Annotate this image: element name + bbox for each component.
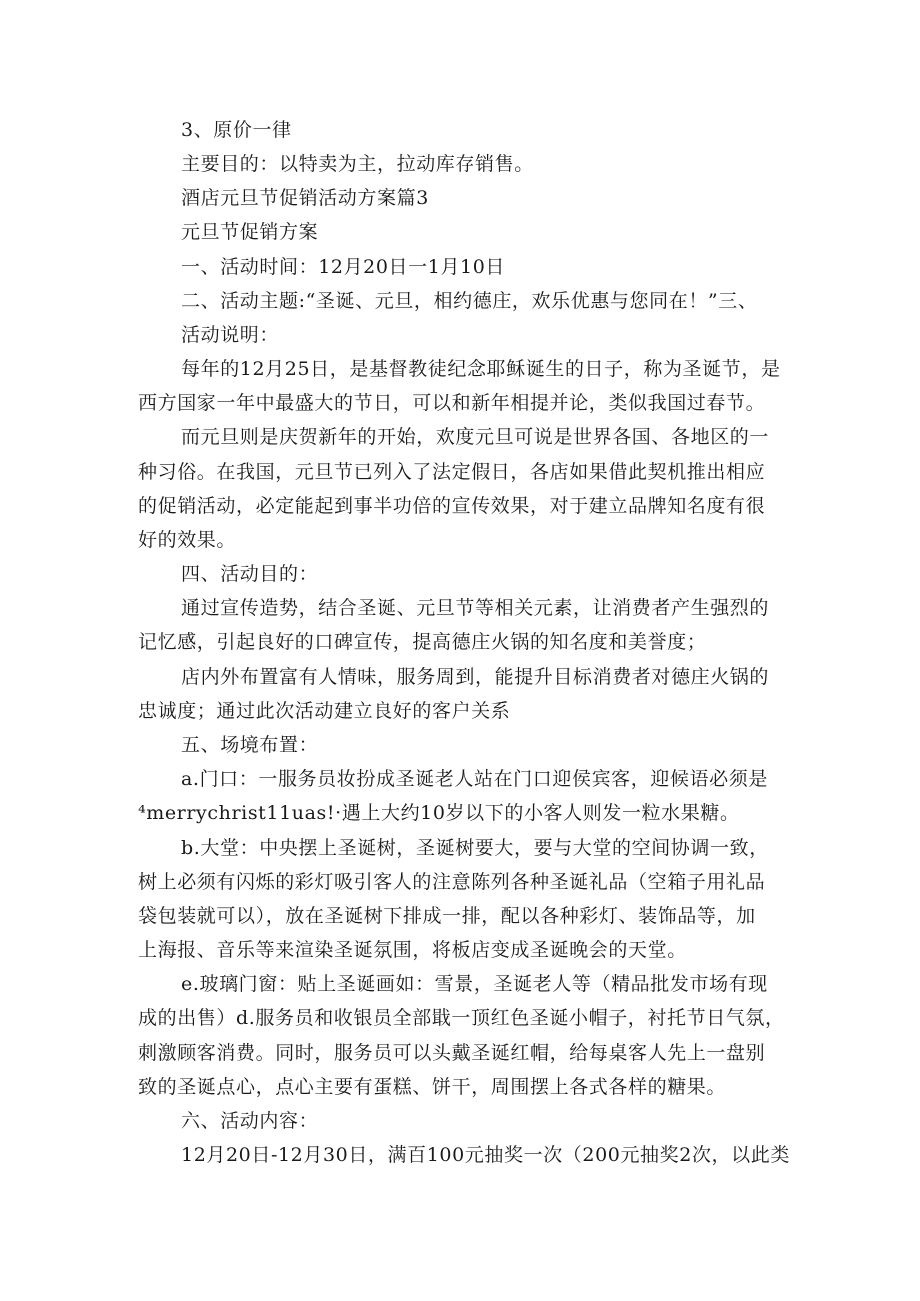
list-item-original-price: 3、原价一律 bbox=[181, 119, 292, 141]
heading-activity-description: 活动说明： bbox=[181, 324, 280, 346]
plan-heading: 元旦节促销方案 bbox=[181, 221, 319, 243]
paragraph-line: 记忆感，引起良好的口碑宣传，提高德庄火锅的知名度和美誉度； bbox=[138, 631, 707, 653]
paragraph-line: 树上必须有闪烁的彩灯吸引客人的注意陈列各种圣诞礼品（空箱子用礼品 bbox=[138, 871, 766, 893]
heading-activity-time: 一、活动时间：12月20日一1月10日 bbox=[181, 256, 506, 278]
paragraph-line: 而元旦则是庆贺新年的开始，欢度元旦可说是世界各国、各地区的一 bbox=[181, 426, 770, 448]
paragraph-line: 西方国家一年中最盛大的节日，可以和新年相提并论，类似我国过春节。 bbox=[138, 392, 766, 414]
paragraph-line: 通过宣传造势，结合圣诞、元旦节等相关元素，让消费者产生强烈的 bbox=[181, 597, 770, 619]
paragraph-line: 好的效果。 bbox=[138, 529, 237, 551]
paragraph-line: 袋包装就可以），放在圣诞树下排成一排，配以各种彩灯、装饰品等，加 bbox=[138, 905, 756, 927]
paragraph-line: 成的出售）d.服务员和收银员全部戢一顶红色圣诞小帽子，衬托节日气氛， bbox=[138, 1007, 785, 1029]
main-purpose-line: 主要目的：以特卖为主，拉动库存销售。 bbox=[181, 153, 534, 175]
paragraph-line: 店内外布置富有人情味，服务周到，能提升目标消费者对德庄火锅的 bbox=[181, 666, 770, 688]
paragraph-line: b.大堂：中央摆上圣诞树，圣诞树要大，要与大堂的空间协调一致， bbox=[181, 837, 769, 859]
paragraph-line: 刺激顾客消费。同时，服务员可以头戴圣诞红帽，给每桌客人先上一盘别 bbox=[138, 1042, 766, 1064]
paragraph-line: ⁴merrychrist11uas!·遇上大约10岁以下的小客人则发一粒水果糖。 bbox=[138, 802, 740, 824]
heading-scene-layout: 五、场境布置： bbox=[181, 734, 319, 756]
section-title-plan-3: 酒店元旦节促销活动方案篇3 bbox=[181, 187, 429, 209]
paragraph-line: 12月20日-12月30日，满百100元抽奖一次（200元抽奖2次，以此类 bbox=[181, 1144, 790, 1166]
paragraph-line: 上海报、音乐等来渲染圣诞氛围，将板店变成圣诞晚会的天堂。 bbox=[138, 939, 687, 961]
paragraph-line: 每年的12月25日，是基督教徒纪念耶稣诞生的日子，称为圣诞节，是 bbox=[181, 358, 781, 380]
paragraph-line: 忠诚度；通过此次活动建立良好的客户关系 bbox=[138, 700, 511, 722]
heading-activity-theme: 二、活动主题:“圣诞、元旦，相约德庄，欢乐优惠与您同在！”三、 bbox=[181, 290, 758, 312]
paragraph-line: e.玻璃门窗：贴上圣诞画如：雪景，圣诞老人等（精品批发市场有现 bbox=[181, 973, 768, 995]
heading-activity-content: 六、活动内容： bbox=[181, 1110, 319, 1132]
paragraph-line: a.门口：一服务员妆扮成圣诞老人站在门口迎侯宾客，迎候语必须是 bbox=[181, 768, 768, 790]
paragraph-line: 的促销活动，必定能起到事半功倍的宣传效果，对于建立品牌知名度有很 bbox=[138, 495, 766, 517]
heading-activity-purpose: 四、活动目的： bbox=[181, 563, 319, 585]
paragraph-line: 致的圣诞点心，点心主要有蛋糕、饼干，周围摆上各式各样的糖果。 bbox=[138, 1076, 727, 1098]
paragraph-line: 种习俗。在我国，元旦节已列入了法定假日，各店如果借此契机推出相应 bbox=[138, 461, 766, 483]
